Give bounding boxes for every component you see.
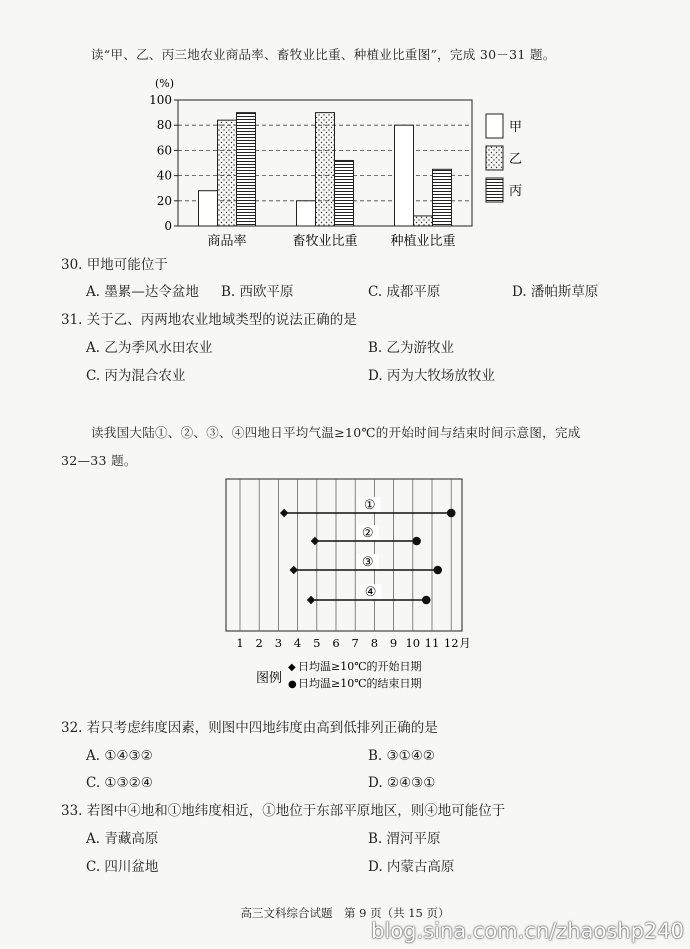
y-tick-label: 100 bbox=[149, 93, 172, 107]
q33-option-d[interactable]: D. 内蒙古高原 bbox=[368, 859, 455, 875]
y-tick-label: 60 bbox=[156, 143, 172, 158]
legend-diamond-icon: ◆ bbox=[288, 662, 296, 673]
bar-chart bbox=[140, 76, 550, 252]
legend-swatch-乙 bbox=[486, 146, 503, 170]
section2-intro-line1: 读我国大陆①、②、③、④四地日平均气温≥10℃的开始时间与结束时间示意图，完成 bbox=[91, 425, 581, 440]
month-unit-label: 月 bbox=[459, 636, 471, 650]
q31-option-a[interactable]: A. 乙为季风水田农业 bbox=[86, 340, 213, 356]
month-tick-label: 12 bbox=[443, 636, 459, 650]
series-label-2: ② bbox=[361, 526, 374, 541]
q32-stem: 32. 若只考虑纬度因素，则图中四地纬度由高到低排列正确的是 bbox=[61, 720, 438, 736]
start-diamond-2 bbox=[311, 537, 319, 545]
q31-stem: 31. 关于乙、丙两地农业地域类型的说法正确的是 bbox=[61, 312, 357, 328]
legend-label: 日均温≥10℃的结束日期 bbox=[298, 677, 422, 690]
month-tick-label: 8 bbox=[370, 636, 379, 650]
y-axis-unit: (%) bbox=[154, 77, 174, 90]
month-tick-label: 11 bbox=[424, 636, 440, 650]
legend-swatch-丙 bbox=[486, 178, 503, 202]
q33-stem: 33. 若图中④地和①地纬度相近，①地位于东部平原地区，则④地可能位于 bbox=[61, 803, 506, 819]
start-diamond-1 bbox=[280, 509, 288, 517]
q30-option-c[interactable]: C. 成都平原 bbox=[368, 284, 441, 300]
series-label-4: ④ bbox=[364, 585, 377, 600]
legend-label: 乙 bbox=[509, 152, 523, 167]
q32-option-b[interactable]: B. ③①④② bbox=[368, 748, 435, 764]
month-tick-label: 3 bbox=[274, 636, 283, 650]
q31-option-c[interactable]: C. 丙为混合农业 bbox=[86, 368, 186, 384]
month-tick-label: 4 bbox=[293, 636, 302, 650]
q30-option-a[interactable]: A. 墨累—达令盆地 bbox=[86, 284, 199, 300]
x-category-label: 畜牧业比重 bbox=[292, 234, 358, 249]
q30-option-b[interactable]: B. 西欧平原 bbox=[221, 284, 294, 300]
section2-intro-line2: 32—33 题。 bbox=[61, 453, 137, 468]
q32-option-c[interactable]: C. ①③②④ bbox=[86, 775, 153, 791]
month-tick-label: 5 bbox=[313, 636, 321, 650]
bar-丙-种植业比重 bbox=[433, 169, 452, 226]
q33-option-b[interactable]: B. 渭河平原 bbox=[368, 831, 441, 847]
month-tick-label: 7 bbox=[351, 636, 359, 650]
q32-option-a[interactable]: A. ①④③② bbox=[86, 748, 153, 764]
x-category-label: 种植业比重 bbox=[390, 234, 456, 249]
bar-乙-种植业比重 bbox=[414, 216, 433, 226]
q30-stem: 30. 甲地可能位于 bbox=[61, 257, 168, 273]
series-label-3: ③ bbox=[361, 555, 374, 570]
start-diamond-4 bbox=[307, 596, 315, 604]
y-tick-label: 0 bbox=[164, 219, 172, 233]
bar-乙-畜牧业比重 bbox=[316, 113, 335, 226]
q31-option-b[interactable]: B. 乙为游牧业 bbox=[368, 340, 455, 356]
bar-甲-商品率 bbox=[199, 191, 218, 226]
temperature-range-chart bbox=[224, 476, 474, 698]
q30-option-d[interactable]: D. 潘帕斯草原 bbox=[512, 284, 599, 300]
plot-frame bbox=[226, 479, 462, 631]
q33-option-c[interactable]: C. 四川盆地 bbox=[86, 859, 159, 875]
start-diamond-3 bbox=[290, 566, 298, 574]
bar-甲-畜牧业比重 bbox=[297, 201, 316, 226]
end-dot-4 bbox=[422, 596, 431, 605]
month-tick-label: 10 bbox=[405, 636, 421, 650]
month-tick-label: 1 bbox=[236, 636, 244, 650]
q33-option-a[interactable]: A. 青藏高原 bbox=[86, 831, 159, 847]
y-tick-label: 20 bbox=[156, 193, 172, 208]
bar-丙-畜牧业比重 bbox=[335, 160, 354, 226]
end-dot-2 bbox=[412, 537, 421, 546]
legend-dot-icon: ● bbox=[288, 679, 297, 690]
bar-甲-种植业比重 bbox=[395, 125, 414, 226]
y-tick-label: 80 bbox=[156, 118, 172, 133]
series-label-1: ① bbox=[363, 498, 376, 513]
month-tick-label: 6 bbox=[332, 636, 340, 650]
end-dot-3 bbox=[433, 566, 442, 575]
legend-label: 日均温≥10℃的开始日期 bbox=[298, 660, 422, 673]
bar-乙-商品率 bbox=[218, 120, 237, 226]
month-tick-label: 2 bbox=[255, 636, 263, 650]
q31-option-d[interactable]: D. 丙为大牧场放牧业 bbox=[368, 368, 495, 384]
watermark: blog.sina.com.cn/zhaoshp240 bbox=[371, 919, 684, 943]
legend-label: 甲 bbox=[509, 120, 523, 135]
q32-option-d[interactable]: D. ②④③① bbox=[368, 775, 436, 791]
end-dot-1 bbox=[447, 509, 456, 518]
page-footer: 高三文科综合试题 第 9 页（共 15 页） bbox=[240, 906, 450, 920]
month-tick-label: 9 bbox=[389, 636, 398, 650]
bar-丙-商品率 bbox=[237, 113, 256, 226]
x-category-label: 商品率 bbox=[207, 234, 247, 249]
legend-label: 丙 bbox=[509, 184, 523, 199]
section1-intro: 读“甲、乙、丙三地农业商品率、畜牧业比重、种植业比重图”，完成 30－31 题。 bbox=[91, 47, 556, 62]
legend-swatch-甲 bbox=[486, 114, 503, 138]
legend-title: 图例 bbox=[256, 671, 283, 686]
y-tick-label: 40 bbox=[156, 168, 172, 183]
